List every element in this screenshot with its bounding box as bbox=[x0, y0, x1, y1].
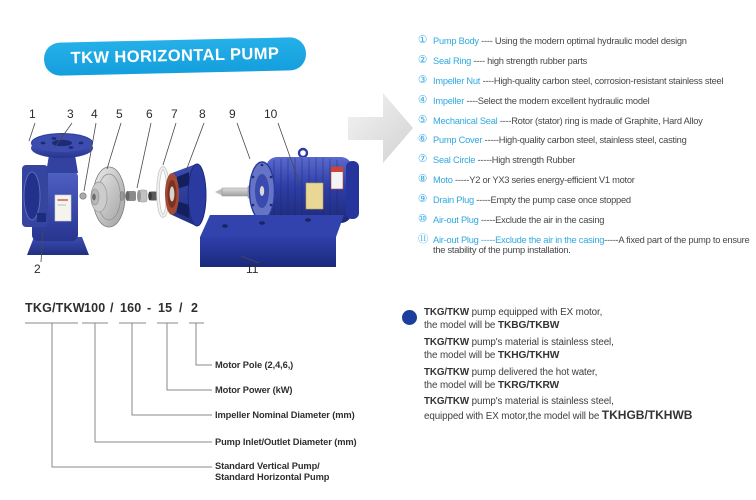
model-segment-pole: 2 bbox=[191, 301, 199, 315]
note-group: TKG/TKW pump delivered the hot water, the model will be TKRG/TKRW bbox=[424, 366, 598, 392]
callout-motor-power: Motor Power (kW) bbox=[215, 385, 293, 395]
parts-list-item-2: ② Seal Ring ---- high strength rubber parts bbox=[418, 53, 588, 66]
note-group: TKG/TKW pump's material is stainless steel, equipped with EX motor,the model will be TKHGB/TKHWB bbox=[424, 396, 693, 422]
model-separator: - bbox=[147, 301, 152, 315]
impeller-nut-shape bbox=[80, 193, 86, 199]
parts-list-item-1: ① Pump Body ---- Using the modern optimal hydraulic model design bbox=[418, 34, 687, 46]
parts-list bbox=[418, 36, 756, 265]
parts-list-item-3: ③ Impeller Nut ----High-quality carbon steel, corrosion-resistant stainless steel bbox=[418, 73, 724, 86]
part-number-5: 5 bbox=[116, 107, 123, 121]
circled-number-icon: ⑤ bbox=[418, 113, 428, 126]
parts-list-item-4: ④ Impeller ----Select the modern excellent hydraulic model bbox=[418, 93, 650, 106]
part-number-1: 1 bbox=[29, 107, 36, 121]
pump-body-label bbox=[55, 195, 71, 221]
part-number-8: 8 bbox=[199, 107, 206, 121]
part-number-4: 4 bbox=[91, 107, 98, 121]
part-number-2: 2 bbox=[34, 262, 41, 276]
drain-plug-shape bbox=[37, 213, 46, 222]
note-group: TKG/TKW pump equipped with EX motor, the model will be TKBG/TKBW bbox=[424, 307, 603, 332]
circled-number-icon: ② bbox=[418, 53, 428, 66]
callout-motor-pole: Motor Pole (2,4,6,) bbox=[215, 360, 294, 370]
model-variant-notes bbox=[424, 306, 756, 426]
motor-base-shape bbox=[200, 215, 344, 267]
motor-shape bbox=[250, 149, 360, 223]
parts-list-item-6: ⑥ Pump Cover -----High-quality carbon steel, stainless steel, casting bbox=[418, 133, 687, 146]
part-number-6: 6 bbox=[146, 107, 153, 121]
circled-number-icon: ① bbox=[418, 34, 428, 46]
note-group: TKG/TKW pump's material is stainless steel, the model will be TKHG/TKHW bbox=[424, 336, 614, 362]
callout-pump-type: Standard Vertical Pump/ Standard Horizontal Pump bbox=[215, 461, 330, 482]
part-number-3: 3 bbox=[67, 107, 74, 121]
circled-number-icon: ③ bbox=[418, 73, 428, 86]
circled-number-icon: ⑩ bbox=[418, 213, 428, 226]
parts-list-item-9: ⑨ Drain Plug -----Empty the pump case once stopped bbox=[418, 193, 631, 206]
model-segment-power: 15 bbox=[158, 301, 173, 315]
model-separator: / bbox=[179, 301, 183, 315]
right-arrow-icon bbox=[345, 90, 420, 170]
parts-list-item-11: ⑪ Air-out Plug -----Exclude the air in the casing-----A fixed part of the pump to ensure the stability of the pump installation. bbox=[418, 232, 750, 256]
model-callout-lines bbox=[20, 318, 365, 483]
parts-list-item-8: ⑧ Moto -----Y2 or YX3 series energy-efficient V1 motor bbox=[418, 173, 635, 186]
model-separator: / bbox=[110, 301, 114, 315]
pump-cover-shape bbox=[165, 164, 206, 226]
parts-list-item-10: ⑩ Air-out Plug -----Exclude the air in the casing bbox=[418, 213, 605, 226]
circled-number-icon: ⑥ bbox=[418, 133, 428, 146]
mechanical-seal-shape bbox=[120, 190, 157, 202]
model-segment-impeller: 160 bbox=[120, 301, 142, 315]
circled-number-icon: ⑪ bbox=[418, 232, 429, 245]
page-title: TKW HORIZONTAL PUMP bbox=[70, 44, 280, 68]
callout-inlet-outlet-diameter: Pump Inlet/Outlet Diameter (mm) bbox=[215, 437, 357, 447]
part-number-9: 9 bbox=[229, 107, 236, 121]
circled-number-icon: ④ bbox=[418, 93, 428, 106]
motor-nameplate bbox=[306, 183, 323, 209]
circled-number-icon: ⑦ bbox=[418, 153, 428, 166]
circled-number-icon: ⑨ bbox=[418, 193, 428, 206]
circled-number-icon: ⑧ bbox=[418, 173, 428, 186]
note-bullet-icon bbox=[402, 310, 417, 325]
parts-list-item-7: ⑦ Seal Circle -----High strength Rubber bbox=[418, 153, 576, 166]
part-number-11: 11 bbox=[246, 262, 259, 276]
parts-list-item-5: ⑤ Mechanical Seal ----Rotor (stator) ring is made of Graphite, Hard Alloy bbox=[418, 113, 703, 126]
part-number-10: 10 bbox=[264, 107, 278, 121]
model-segment-inlet: 100 bbox=[84, 301, 106, 315]
callout-impeller-diameter: Impeller Nominal Diameter (mm) bbox=[215, 410, 355, 420]
model-segment-series: TKG/TKW bbox=[25, 301, 85, 315]
part-number-7: 7 bbox=[171, 107, 178, 121]
title-banner bbox=[44, 37, 307, 76]
